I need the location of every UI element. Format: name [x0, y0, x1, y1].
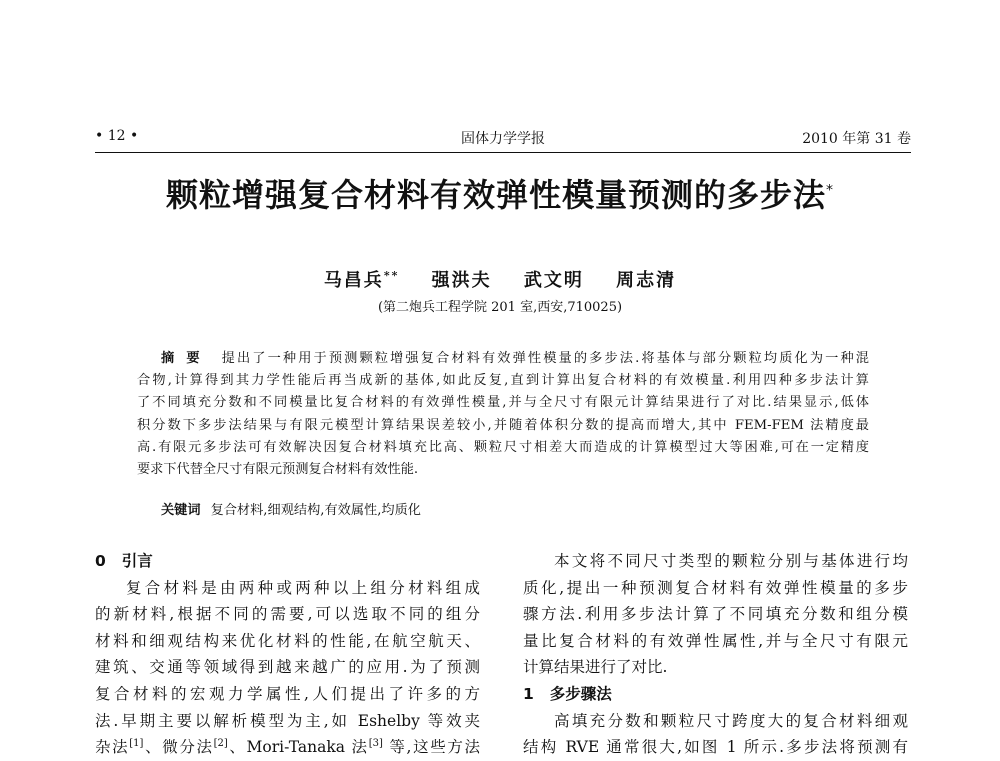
body-line: 骤方法.利用多步法计算了不同填充分数和组分模	[523, 605, 908, 624]
left-column	[95, 548, 480, 761]
author-name: 武文明	[523, 270, 584, 291]
citation-ref: [1]	[129, 738, 144, 749]
author	[432, 270, 492, 291]
body-line: 本文将不同尺寸类型的颗粒分别与基体进行均	[554, 552, 908, 570]
abstract-line: 了不同填充分数和不同模量比复合材料的有效弹性模量,并与全尺寸有限元计算结果进行了对比.结果显示,低体	[137, 395, 869, 411]
paper-title	[0, 170, 1000, 216]
section-heading	[95, 548, 480, 575]
section-title: 引言	[121, 552, 153, 570]
citation-ref: [3]	[368, 738, 383, 749]
abstract	[137, 348, 869, 481]
body-line: 高填充分数和颗粒尺寸跨度大的复合材料细观	[554, 711, 908, 730]
abstract-line	[137, 348, 869, 370]
paper-title-text: 颗粒增强复合材料有效弹性模量预测的多步法	[165, 176, 826, 214]
keywords-text: 复合材料,细观结构,有效属性,均质化	[210, 503, 421, 518]
section-number: 0	[95, 552, 106, 570]
section-title: 多步骤法	[549, 684, 612, 703]
abstract-text: 提出了一种用于预测颗粒增强复合材料有效弹性模量的多步法.将基体与部分颗粒均质化为一种混	[221, 351, 869, 366]
text-run: 、Mori-Tanaka 法	[227, 738, 369, 757]
abstract-line: 高.有限元多步法可有效解决因复合材料填充比高、颗粒尺寸相差大而造成的计算模型过大等困难,可在一定精度	[137, 439, 869, 455]
author-mark: **	[383, 269, 400, 282]
body-line: 的新材料,根据不同的需要,可以选取不同的组分	[95, 605, 480, 624]
body-line: 质化,提出一种预测复合材料有效弹性模量的多步	[523, 578, 908, 597]
abstract-label: 摘要	[161, 351, 212, 366]
body-line: 量比复合材料的有效弹性属性,并与全尺寸有限元	[523, 631, 908, 650]
body-line: 材料和细观结构来优化材料的性能,在航空航天、	[95, 631, 480, 650]
author-name: 周志清	[616, 270, 677, 291]
body-line: 复合材料的宏观力学属性,人们提出了许多的方	[95, 684, 480, 703]
author-name: 强洪夫	[431, 270, 492, 291]
right-column	[523, 548, 908, 761]
running-header	[95, 124, 911, 152]
section-heading	[523, 681, 908, 708]
body-line: 计算结果进行了对比.	[523, 658, 668, 677]
keywords	[161, 499, 421, 518]
text-run: 杂法	[95, 738, 130, 757]
abstract-line: 积分数下多步法结果与有限元模型计算结果误差较小,并随着体积分数的提高而增大,其中 FEM-FEM 法精度最	[137, 417, 869, 433]
abstract-line: 要求下代替全尺寸有限元预测复合材料有效性能.	[137, 461, 419, 477]
author	[616, 270, 676, 291]
body-line: 建筑、交通等领域得到越来越广的应用.为了预测	[95, 658, 480, 677]
volume-info: 2010 年第 31 卷	[802, 131, 911, 147]
text-run: 、微分法	[143, 738, 214, 757]
keywords-label: 关键词	[161, 503, 201, 518]
citation-ref: [2]	[213, 738, 228, 749]
body-line	[95, 734, 480, 761]
text-run: 等,这些方法	[382, 738, 480, 757]
section-number: 1	[523, 684, 534, 703]
author	[324, 270, 400, 291]
author-list	[0, 266, 1000, 292]
header-rule	[95, 152, 911, 153]
body-line: 复合材料是由两种或两种以上组分材料组成	[126, 578, 480, 597]
body-line: 结构 RVE 通常很大,如图 1 所示.多步法将预测有	[523, 738, 908, 757]
page-number: • 12 •	[95, 128, 139, 144]
abstract-line: 合物,计算得到其力学性能后再当成新的基体,如此反复,直到计算出复合材料的有效模量.利用四种多步法计算	[137, 373, 869, 389]
title-footnote-mark: *	[826, 182, 834, 199]
affiliation: (第二炮兵工程学院 201 室,西安,710025)	[377, 300, 623, 315]
body-line: 法.早期主要以解析模型为主,如 Eshelby 等效夹	[95, 711, 480, 730]
journal-name: 固体力学学报	[461, 131, 545, 147]
author	[524, 270, 584, 291]
author-name: 马昌兵	[323, 270, 384, 291]
